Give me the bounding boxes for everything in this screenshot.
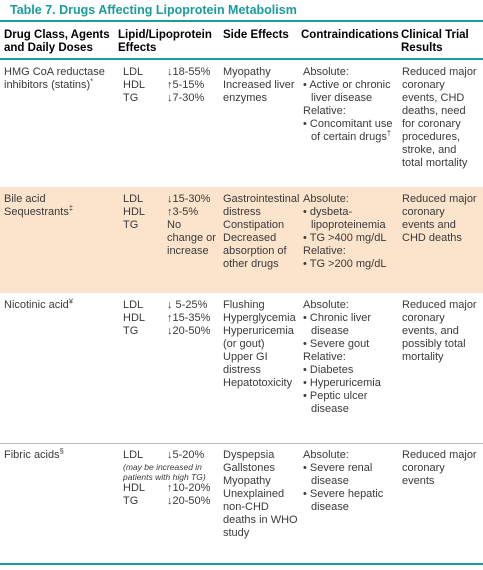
lipid-name: TG [123,92,139,104]
side-effect-item: Dyspepsia [223,449,275,461]
bullet-dot-icon: • [303,206,310,218]
lipid-effect-line [123,482,221,495]
lipid-name: TG [123,325,139,337]
bullet-dot-icon: • [303,338,310,350]
contraindication-label: Absolute: [303,449,349,461]
contraindication-bullet [303,364,399,377]
side-effect-item: Upper GI distress [223,351,268,376]
lipid-effects-cell [123,299,221,338]
lipid-name: HDL [123,206,146,218]
lipid-name: HDL [123,482,146,494]
drug-footnote-mark: * [90,76,94,86]
table-row [0,187,483,293]
bullet-dot-icon: • [303,79,310,91]
lipid-note: (may be increased in patients with high TG) [123,462,206,482]
drug-class-cell [4,66,116,92]
contraindications-cell [303,449,399,514]
lipid-effects-cell [123,449,221,508]
side-effect-item: Unexplained non-CHD deaths in WHO study [223,488,298,539]
contraindications-cell [303,193,399,271]
lipid-name: TG [123,219,139,231]
lipid-effect-line [123,79,221,92]
contraindication-text: Active or chronic liver disease [309,79,391,104]
side-effect-item: Hyperglycemia [223,312,296,324]
lipid-effect-line [123,312,221,325]
lipid-effect-value: ↓18-55% [167,66,211,78]
side-effect-item: Myopathy [223,475,271,487]
side-effect-item: Gallstones [223,462,275,474]
side-effect-item: Gastrointestinal distress [223,193,300,218]
lipid-effect-value: ↑5-15% [167,79,205,91]
lipid-name: LDL [123,66,144,78]
table-row [0,60,483,187]
header-drug-class: Drug Class, Agents and Daily Doses [4,29,110,54]
lipid-name: HDL [123,312,146,324]
row-separator [0,443,483,444]
drug-footnote-mark: ¥ [68,296,73,306]
contraindication-label: Absolute: [303,299,349,311]
contraindication-text: Severe hepatic disease [309,488,384,513]
header-contraindications: Contraindications [301,29,399,41]
lipid-name: TG [123,495,139,507]
drug-footnote-mark: § [59,446,64,456]
contraindication-text: TG >400 mg/dL [309,232,387,244]
side-effect-item: Hepatotoxicity [223,377,293,389]
lipid-effect-value: ↓7-30% [167,92,205,104]
bullet-dot-icon: • [303,312,310,324]
lipid-name: LDL [123,449,144,461]
lipid-effect-value: ↓15-30% [167,193,211,205]
contraindications-cell [303,299,399,416]
drug-class-cell [4,446,116,462]
contraindication-bullet [303,312,399,338]
contraindication-text: Concomitant use of certain drugs [309,118,393,143]
contraindication-label: Absolute: [303,66,349,78]
drug-footnote-mark: ‡ [68,203,73,213]
contraindication-footnote-mark: † [386,128,391,138]
contraindication-text: Peptic ulcer disease [309,390,368,415]
lipid-effect-value: ↑15-35% [167,312,211,324]
bullet-dot-icon: • [303,462,310,474]
drug-name: Fibric acids [4,449,60,461]
lipid-effect-value: ↓5-20% [167,449,205,461]
lipid-effect-value: ↓20-50% [167,495,211,507]
lipid-effect-line [123,325,221,338]
side-effects-cell [223,66,301,105]
lipid-effect-value: ↑10-20% [167,482,211,494]
contraindication-bullet [303,338,399,351]
contraindication-text: dysbeta-lipoproteinemia [309,206,386,231]
contraindication-bullet [303,79,399,105]
side-effects-cell [223,299,301,390]
bottom-rule [0,563,483,565]
clinical-trial-result-cell: Reduced major coronary events [402,449,477,487]
lipid-effect-value: No change or increase [167,219,216,257]
lipid-effect-line [123,206,221,219]
contraindication-label: Relative: [303,245,346,257]
lipid-effect-value: ↑3-5% [167,206,199,218]
table-row [0,443,483,563]
header-clinical-trial: Clinical Trial Results [401,29,469,54]
lipid-effect-line [123,219,221,258]
side-effect-item: Hyperuricemia (or gout) [223,325,294,350]
clinical-trial-result-cell: Reduced major coronary events, and possibly total mortality [402,299,477,363]
contraindication-label: Relative: [303,105,346,117]
side-effects-cell [223,193,301,271]
contraindication-text: Hyperuricemia [309,377,381,389]
contraindication-text: Severe renal disease [309,462,373,487]
lipid-effect-value: ↓ 5-25% [167,299,208,311]
bullet-dot-icon: • [303,232,310,244]
bullet-dot-icon: • [303,488,310,500]
lipid-name: LDL [123,193,144,205]
clinical-trial-result-cell: Reduced major coronary events and CHD deaths [402,193,477,244]
contraindications-cell [303,66,399,144]
contraindication-bullet [303,232,399,245]
lipid-effect-line [123,92,221,105]
bullet-dot-icon: • [303,390,310,402]
table-title: Table 7. Drugs Affecting Lipoprotein Metabolism [10,3,297,17]
drug-name: Nicotinic acid [4,299,69,311]
drug-class-cell [4,296,116,312]
table-row [0,293,483,443]
contraindication-text: Diabetes [309,364,354,376]
lipid-effects-cell [123,66,221,105]
bullet-dot-icon: • [303,364,310,376]
side-effect-item: Increased liver enzymes [223,79,295,104]
side-effect-item: Myopathy [223,66,271,78]
side-effect-item: Decreased absorption of other drugs [223,232,287,270]
side-effect-item: Flushing [223,299,265,311]
contraindication-label: Relative: [303,351,346,363]
lipid-effect-line [123,495,221,508]
bullet-dot-icon: • [303,118,310,130]
title-rule [0,20,483,22]
drug-class-cell [4,193,116,219]
contraindication-bullet [303,462,399,488]
lipid-name: LDL [123,299,144,311]
contraindication-text: TG >200 mg/dL [309,258,387,270]
lipid-effect-line [123,299,221,312]
lipid-effect-line [123,193,221,206]
contraindication-bullet [303,377,399,390]
header-side-effects: Side Effects [223,29,289,41]
drug-name: HMG CoA reductase inhibitors (statins) [4,66,105,91]
lipid-effect-value: ↓20-50% [167,325,211,337]
contraindication-bullet [303,488,399,514]
bullet-dot-icon: • [303,377,310,389]
contraindication-bullet [303,258,399,271]
contraindication-text: Chronic liver disease [309,312,372,337]
contraindication-bullet [303,206,399,232]
lipid-effects-cell [123,193,221,258]
lipid-effect-line [123,66,221,79]
side-effects-cell [223,449,301,540]
lipid-name: HDL [123,79,146,91]
header-lipid-effects: Lipid/Lipoprotein Effects [118,29,212,54]
drug-name: Bile acid Sequestrants [4,193,69,218]
contraindication-bullet [303,118,399,144]
clinical-trial-result-cell: Reduced major coronary events, CHD deaths, need for coronary procedures, stroke, and total mortality [402,66,477,169]
lipid-effect-line [123,449,221,462]
contraindication-text: Severe gout [309,338,370,350]
bullet-dot-icon: • [303,258,310,270]
contraindication-bullet [303,390,399,416]
side-effect-item: Constipation [223,219,285,231]
contraindication-label: Absolute: [303,193,349,205]
